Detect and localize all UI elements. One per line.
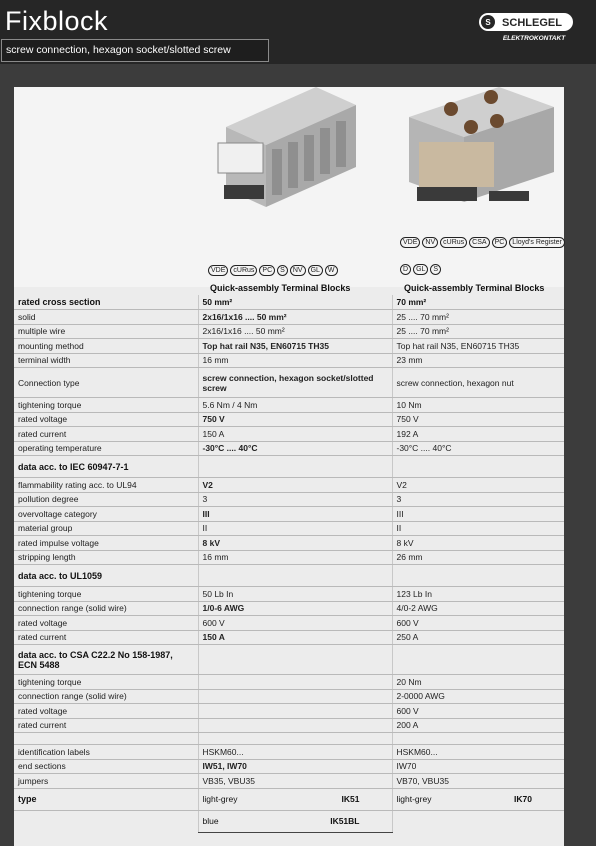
spec-label: terminal width — [14, 353, 198, 368]
spec-value-ik51: 50 mm² — [198, 295, 392, 310]
spec-row — [14, 324, 564, 339]
spec-value-ik51 — [198, 704, 392, 719]
spec-value-ik51: 1/0-6 AWG — [198, 601, 392, 616]
gl-mark-icon: GL — [308, 265, 323, 276]
spec-value-ik70: -30°C .... 40°C — [392, 441, 564, 456]
type-row — [14, 788, 564, 810]
d-mark-icon: D — [400, 264, 411, 275]
spec-value-ik70: 600 V — [392, 704, 564, 719]
spec-value-ik70 — [392, 645, 564, 675]
pc-mark-icon: PC — [259, 265, 275, 276]
spec-value-ik51: IW51, IW70 — [198, 759, 392, 774]
spec-row — [14, 492, 564, 507]
spec-row — [14, 675, 564, 690]
spec-value-ik70: 200 A — [392, 718, 564, 733]
nv-mark-icon: NV — [422, 237, 438, 248]
spec-label: rated current — [14, 630, 198, 645]
spec-value-ik51: Top hat rail N35, EN60715 TH35 — [198, 339, 392, 354]
spec-row — [14, 718, 564, 733]
spec-row — [14, 398, 564, 413]
spec-value-ik70: 3 — [392, 492, 564, 507]
spec-value-ik51: 50 Lb In — [198, 587, 392, 602]
spec-label: pollution degree — [14, 492, 198, 507]
spec-value-ik70: 250 A — [392, 630, 564, 645]
spec-row — [14, 630, 564, 645]
type-cell-ik51 — [198, 810, 392, 832]
logo-tagline: ELEKTROKONTAKT — [502, 35, 566, 42]
type-code: IK51 — [341, 794, 360, 804]
spec-label: end sections — [14, 759, 198, 774]
spec-label: rated voltage — [14, 412, 198, 427]
spec-value-ik70: 25 .... 70 mm² — [392, 324, 564, 339]
spec-label: material group — [14, 521, 198, 536]
spec-value-ik70 — [392, 456, 564, 478]
spec-value-ik70: 123 Lb In — [392, 587, 564, 602]
type-cell-ik70 — [392, 788, 564, 810]
spec-value-ik70: V2 — [392, 478, 564, 493]
spec-row — [14, 478, 564, 493]
gl-mark-icon: GL — [413, 264, 428, 275]
spec-label: data acc. to IEC 60947-7-1 — [14, 456, 198, 478]
spec-row — [14, 745, 564, 760]
spec-label: tightening torque — [14, 398, 198, 413]
spec-value-ik51 — [198, 456, 392, 478]
vde-mark-icon: VDE — [400, 237, 420, 248]
spec-value-ik51: 2x16/1x16 .... 50 mm² — [198, 310, 392, 325]
spec-label: operating temperature — [14, 441, 198, 456]
spec-label: overvoltage category — [14, 507, 198, 522]
spec-value-ik70: 10 Nm — [392, 398, 564, 413]
spec-value-ik70: II — [392, 521, 564, 536]
spec-value-ik70: VB70, VBU35 — [392, 774, 564, 789]
spec-value-ik51: III — [198, 507, 392, 522]
spec-value-ik70: IW70 — [392, 759, 564, 774]
spec-label: rated impulse voltage — [14, 536, 198, 551]
spec-label: jumpers — [14, 774, 198, 789]
spec-value-ik70: 23 mm — [392, 353, 564, 368]
spec-value-ik70: III — [392, 507, 564, 522]
spec-value-ik51: HSKM60... — [198, 745, 392, 760]
spec-row — [14, 353, 564, 368]
page-subtitle: screw connection, hexagon socket/slotted screw — [6, 44, 231, 56]
spec-label: flammability rating acc. to UL94 — [14, 478, 198, 493]
spec-value-ik70: 70 mm² — [392, 295, 564, 310]
spec-row — [14, 456, 564, 478]
spec-row — [14, 521, 564, 536]
spec-row — [14, 295, 564, 310]
spec-value-ik70: 20 Nm — [392, 675, 564, 690]
spec-value-ik51 — [198, 718, 392, 733]
csa-mark-icon: CSA — [469, 237, 489, 248]
spec-value-ik51: 750 V — [198, 412, 392, 427]
terminal-block-ik70-image — [399, 87, 564, 217]
spec-value-ik51: V2 — [198, 478, 392, 493]
spec-value-ik51: 3 — [198, 492, 392, 507]
spec-row — [14, 645, 564, 675]
spec-value-ik51: 8 kV — [198, 536, 392, 551]
spec-label: tightening torque — [14, 675, 198, 690]
spec-value-ik70: 750 V — [392, 412, 564, 427]
spec-value-ik51 — [198, 675, 392, 690]
spec-value-ik51: 600 V — [198, 616, 392, 631]
terminal-block-ik51-image — [206, 87, 382, 217]
type-color: light-grey — [202, 794, 238, 804]
spec-value-ik70 — [392, 565, 564, 587]
spec-label: connection range (solid wire) — [14, 689, 198, 704]
subtitle-box — [1, 39, 269, 62]
type-color: light-grey — [396, 794, 432, 804]
spec-value-ik51: 16 mm — [198, 550, 392, 565]
column-header-ik51: Quick-assembly Terminal Blocks — [210, 283, 351, 293]
spec-row — [14, 733, 564, 745]
type-cell-ik70 — [392, 810, 564, 832]
type-row — [14, 810, 564, 832]
spec-row — [14, 507, 564, 522]
schlegel-logo — [477, 8, 577, 44]
spec-value-ik51: II — [198, 521, 392, 536]
s-mark-icon: S — [430, 264, 441, 275]
spec-value-ik51 — [198, 733, 392, 745]
spec-label: rated current — [14, 427, 198, 442]
spec-row — [14, 704, 564, 719]
spec-label: data acc. to CSA C22.2 No 158-1987, ECN 5488 — [14, 645, 198, 675]
spec-value-ik51: 16 mm — [198, 353, 392, 368]
type-code: IK70 — [514, 794, 532, 804]
spec-value-ik70: Top hat rail N35, EN60715 TH35 — [392, 339, 564, 354]
spec-row — [14, 689, 564, 704]
spec-value-ik70 — [392, 733, 564, 745]
spec-row — [14, 774, 564, 789]
spec-value-ik51 — [198, 565, 392, 587]
spec-value-ik51: -30°C .... 40°C — [198, 441, 392, 456]
spec-value-ik70: 8 kV — [392, 536, 564, 551]
vde-mark-icon: VDE — [208, 265, 228, 276]
curus-mark-icon: cURus — [440, 237, 467, 248]
spec-row — [14, 616, 564, 631]
approval-marks-ik70-top — [400, 237, 567, 248]
spec-row — [14, 587, 564, 602]
spec-value-ik70: HSKM60... — [392, 745, 564, 760]
spec-label: solid — [14, 310, 198, 325]
column-header-ik70: Quick-assembly Terminal Blocks — [404, 283, 545, 293]
spec-label: stripping length — [14, 550, 198, 565]
page-title: Fixblock — [5, 6, 109, 36]
spec-label: connection range (solid wire) — [14, 601, 198, 616]
header — [0, 0, 596, 64]
lloyds-mark-icon: Lloyd's Register — [509, 237, 565, 248]
spec-row — [14, 339, 564, 354]
spec-label: Connection type — [14, 368, 198, 398]
type-code: IK51BL — [330, 816, 360, 826]
spec-value-ik70: 600 V — [392, 616, 564, 631]
nv-mark-icon: NV — [290, 265, 306, 276]
spec-row — [14, 412, 564, 427]
spec-row — [14, 601, 564, 616]
spec-value-ik51: VB35, VBU35 — [198, 774, 392, 789]
spec-value-ik70: screw connection, hexagon nut — [392, 368, 564, 398]
spec-value-ik51: 2x16/1x16 .... 50 mm² — [198, 324, 392, 339]
spec-row — [14, 368, 564, 398]
spec-label: multiple wire — [14, 324, 198, 339]
spec-sheet — [14, 87, 564, 846]
spec-value-ik51: 150 A — [198, 630, 392, 645]
spec-label: mounting method — [14, 339, 198, 354]
spec-label: rated voltage — [14, 616, 198, 631]
spec-value-ik70: 2-0000 AWG — [392, 689, 564, 704]
spec-label: identification labels — [14, 745, 198, 760]
spec-row — [14, 759, 564, 774]
spec-label: data acc. to UL1059 — [14, 565, 198, 587]
spec-row — [14, 536, 564, 551]
spec-label: tightening torque — [14, 587, 198, 602]
spec-table — [14, 295, 564, 833]
approval-marks-ik51 — [208, 265, 340, 276]
spec-row — [14, 427, 564, 442]
svg-text:S: S — [485, 18, 491, 27]
spec-value-ik51: 5.6 Nm / 4 Nm — [198, 398, 392, 413]
spec-label: rated current — [14, 718, 198, 733]
type-color: blue — [202, 816, 219, 826]
spec-value-ik70: 4/0-2 AWG — [392, 601, 564, 616]
spec-label: rated voltage — [14, 704, 198, 719]
spec-label: type — [14, 788, 198, 810]
type-cell-ik51 — [198, 788, 392, 810]
pc-mark-icon: PC — [492, 237, 508, 248]
spec-row — [14, 565, 564, 587]
spec-label — [14, 733, 198, 745]
spec-row — [14, 441, 564, 456]
s-mark-icon: S — [277, 265, 288, 276]
spec-row — [14, 310, 564, 325]
curus-mark-icon: cURus — [230, 265, 257, 276]
logo-brand: SCHLEGEL — [502, 17, 562, 29]
spec-value-ik70: 26 mm — [392, 550, 564, 565]
spec-value-ik51: screw connection, hexagon socket/slotted screw — [198, 368, 392, 398]
spec-value-ik70: 25 .... 70 mm² — [392, 310, 564, 325]
spec-label: rated cross section — [14, 295, 198, 310]
spec-value-ik51: 150 A — [198, 427, 392, 442]
spec-value-ik51 — [198, 689, 392, 704]
w-mark-icon: W — [325, 265, 338, 276]
spec-value-ik51 — [198, 645, 392, 675]
spec-row — [14, 550, 564, 565]
spec-label — [14, 810, 198, 832]
spec-value-ik70: 192 A — [392, 427, 564, 442]
approval-marks-ik70-bottom — [400, 264, 443, 275]
